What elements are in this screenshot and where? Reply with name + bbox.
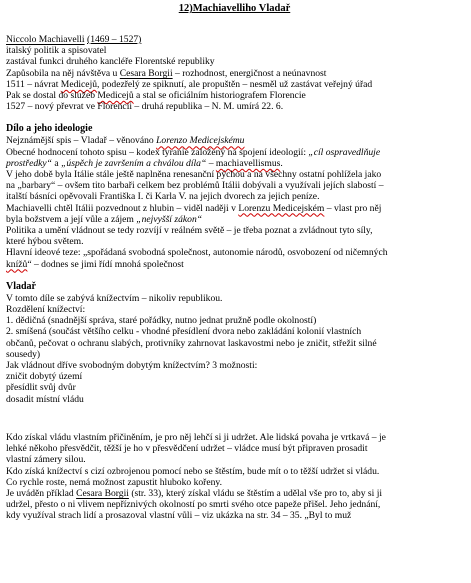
closing-line: vlastní zámery silou. bbox=[6, 454, 86, 466]
vladar-section bbox=[6, 281, 463, 405]
ideology-line bbox=[6, 135, 463, 146]
spacer bbox=[6, 405, 463, 432]
text-span: – bbox=[206, 157, 216, 169]
medici-word: Medicejů bbox=[60, 78, 98, 90]
text-span: (str. 33), který získal vládu se štěstím a udělal vše pro to, aby si ji bbox=[128, 487, 383, 499]
text-span: – vlast pro něj bbox=[324, 202, 382, 214]
vladar-line: dosadit místní vládu bbox=[6, 393, 84, 405]
closing-line: udržel, přesto o ni vlivem nepříznivých okolností po smrti svého otce papeže přišel. Jeho jednání, bbox=[6, 499, 381, 511]
bio-borgia-line bbox=[6, 68, 463, 79]
closing-borgia-line bbox=[6, 488, 463, 499]
text-span: 1511 – návrat bbox=[6, 78, 61, 90]
text-span: – rozhodnost, energičnost a neúnavnost bbox=[172, 67, 327, 79]
bio-section bbox=[6, 34, 463, 112]
closing-line: Kdo získá knížectví s cizí ozbrojenou pomocí nebo se štěstím, bude mít o to těžší udržet si vládu. bbox=[6, 465, 380, 477]
bio-line: zastával funkci druhého kancléře Florentské republiky bbox=[6, 56, 215, 68]
quote-span: prostředky“ bbox=[6, 157, 53, 169]
document-title: 12)Machiavelliho Vladař bbox=[178, 3, 291, 14]
text-span: a stal se oficiálním historiografem Florencie bbox=[133, 90, 306, 102]
text-span: Zapůsobila na něj návštěva u bbox=[6, 67, 120, 79]
vladar-line: sousedy) bbox=[6, 348, 41, 360]
vladar-line: 1. dědičná (snadnější správa, staré pořádky, nutno jednat pružně podle okolností) bbox=[6, 315, 317, 327]
ideology-line bbox=[6, 214, 463, 225]
borgia-name: Cesara Borgii bbox=[76, 487, 129, 499]
ideology-heading: Dílo a jeho ideologie bbox=[6, 123, 93, 135]
ideology-line bbox=[6, 259, 463, 270]
closing-line: kdy využíval strach lidí a prosazoval vlastní vůli – viz ukázka na str. 34 – 35. „Byl to muž bbox=[6, 510, 352, 522]
ideology-line: na „barbary“ – ovšem tito barbaři celkem bez problémů Itálii dobývali a využívali jejích slabostí – bbox=[6, 180, 384, 192]
author-years: (1469 – 1527) bbox=[87, 34, 142, 45]
ideology-line: Hlavní ideové teze: „spořádaná svobodná společnost, autonomie národů, osvobození od ničemných bbox=[6, 247, 388, 259]
quote-span: „úspěch je završením a chválou díla“ bbox=[61, 157, 207, 169]
text-span: Pak se dostal do služeb bbox=[6, 90, 98, 102]
bio-1527-line: 1527 – nový převrat ve Florencii – druhá republika – N. M. umírá 22. 6. bbox=[6, 101, 284, 113]
ideology-line bbox=[6, 158, 463, 169]
machiavellism-term: machiavellismus bbox=[215, 157, 281, 169]
vladar-line: přesídlit svůj dvůr bbox=[6, 382, 76, 394]
vladar-line: 2. smíšená (součást většího celku - vhodné přesídlení dvora nebo zakládání kolonií vlastních bbox=[6, 326, 362, 338]
ideology-line bbox=[6, 147, 463, 158]
knizu-word: knížů bbox=[6, 258, 28, 270]
lorenzo-name: Lorenzu Medicejském bbox=[238, 202, 325, 214]
vladar-line: V tomto díle se zabývá knížectvím – nikoliv republikou. bbox=[6, 292, 223, 304]
bio-name-line bbox=[6, 34, 463, 45]
ideology-line: Politika a umění vládnout se tedy rozvíjí v reálném světě – je třeba poznat a zvládnout tyto síly, bbox=[6, 225, 373, 237]
text-span: Machiavelli chtěl Itálii pozvednout z hlubin – viděl naději v bbox=[6, 202, 239, 214]
ideology-section bbox=[6, 123, 463, 269]
text-span: Je uváděn příklad bbox=[6, 487, 77, 499]
closing-line: Kdo získal vládu vlastním přičiněním, je pro něj lehčí si ji udržet. Ale lidská povaha je vrtkavá – je bbox=[6, 431, 386, 443]
medici-word: Medicejů bbox=[97, 90, 134, 102]
vladar-line: Jak vládnout dříve svobodným dobytým knížectvím? 3 možnosti: bbox=[6, 360, 258, 372]
ideology-line: V jeho době byla Itálie stále ještě naplněna renesanční pýchou a na všechny ostatní pohlížela jako bbox=[6, 169, 382, 181]
closing-section bbox=[6, 432, 463, 522]
closing-line: lehké někoho přesvědčit, těžší je ho v přesvědčení udržet – vládce musí být připraven prosadit bbox=[6, 443, 368, 455]
closing-line: Co rychle roste, nemá možnost zapustit hluboko kořeny. bbox=[6, 476, 222, 488]
spacer bbox=[6, 112, 463, 123]
text-span: Obecné hodnocení tohoto spisu – kodex tyranie založený na spojení ideologií: bbox=[6, 146, 309, 158]
bio-line: italský politik a spisovatel bbox=[6, 45, 107, 57]
vladar-line: občanů, pečovat o ochranu slabých, protivníky zahrnovat laskavostmi nebo je zničit, střežit silné bbox=[6, 337, 377, 349]
text-span: a bbox=[52, 157, 62, 169]
vladar-line: Rozdělení knížectví: bbox=[6, 304, 86, 316]
quote-span: „cíl ospravedlňuje bbox=[308, 146, 381, 158]
borgia-name: Cesara Borgii bbox=[119, 67, 173, 79]
ideology-line: které hýbou světem. bbox=[6, 236, 84, 248]
vladar-heading: Vladař bbox=[6, 280, 36, 292]
text-span: byla božstvem a její vůle a zájem bbox=[6, 213, 137, 225]
ideology-line: italští básníci opěvovali Františka I. či Karla V. na jejich dvorech za jejich peníze. bbox=[6, 191, 320, 203]
spacer bbox=[6, 270, 463, 281]
bio-services-line bbox=[6, 90, 463, 101]
text-span: , podezřelý ze spiknutí, ale propuštěn – nesměl už zastávat veřejný úřad bbox=[97, 78, 373, 90]
text-span: Nejznámější spis – Vladař – věnováno bbox=[6, 135, 157, 147]
bio-1511-line bbox=[6, 79, 463, 90]
vladar-line: zničit dobytý území bbox=[6, 371, 83, 383]
lorenzo-name: Lorenzo Medicejskému bbox=[156, 135, 245, 147]
text-span: “ – dodnes se jimi řídí mnohá společnost bbox=[27, 258, 184, 270]
quote-span: „nejvyšší zákon“ bbox=[136, 213, 203, 225]
ideology-line bbox=[6, 203, 463, 214]
author-name: Niccolo Machiavelli bbox=[6, 34, 85, 45]
text-span: . bbox=[280, 157, 283, 169]
